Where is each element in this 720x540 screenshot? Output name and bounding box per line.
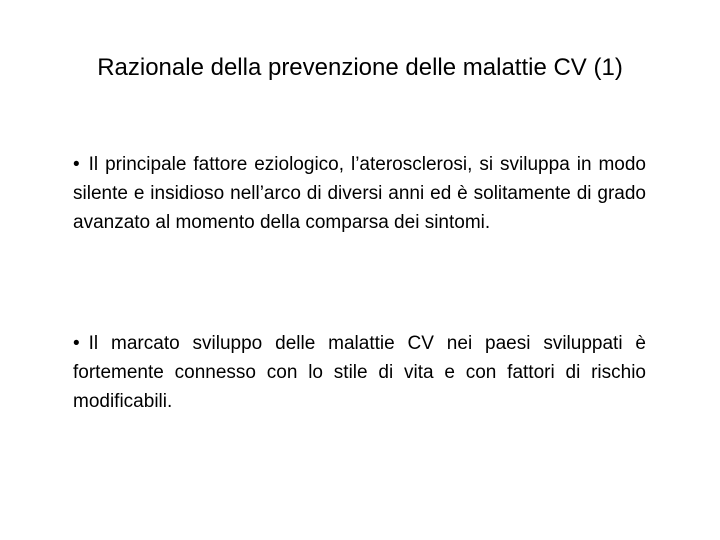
bullet-item <box>73 329 646 416</box>
bullet-text: Il principale fattore eziologico, l’aterosclerosi, si sviluppa in modo silente e insidioso nell’arco di diversi anni ed è solitamente di grado avanzato al momento della comparsa dei sintomi. <box>73 154 646 233</box>
bullet-dot-icon: • <box>73 333 80 354</box>
slide-title: Razionale della prevenzione delle malattie CV (1) <box>97 54 623 81</box>
bullet-text: Il marcato sviluppo delle malattie CV nei paesi sviluppati è fortemente connesso con lo stile di vita e con fattori di rischio modificabili. <box>73 333 646 412</box>
bullet-dot-icon: • <box>73 154 80 175</box>
bullet-item <box>73 150 646 237</box>
